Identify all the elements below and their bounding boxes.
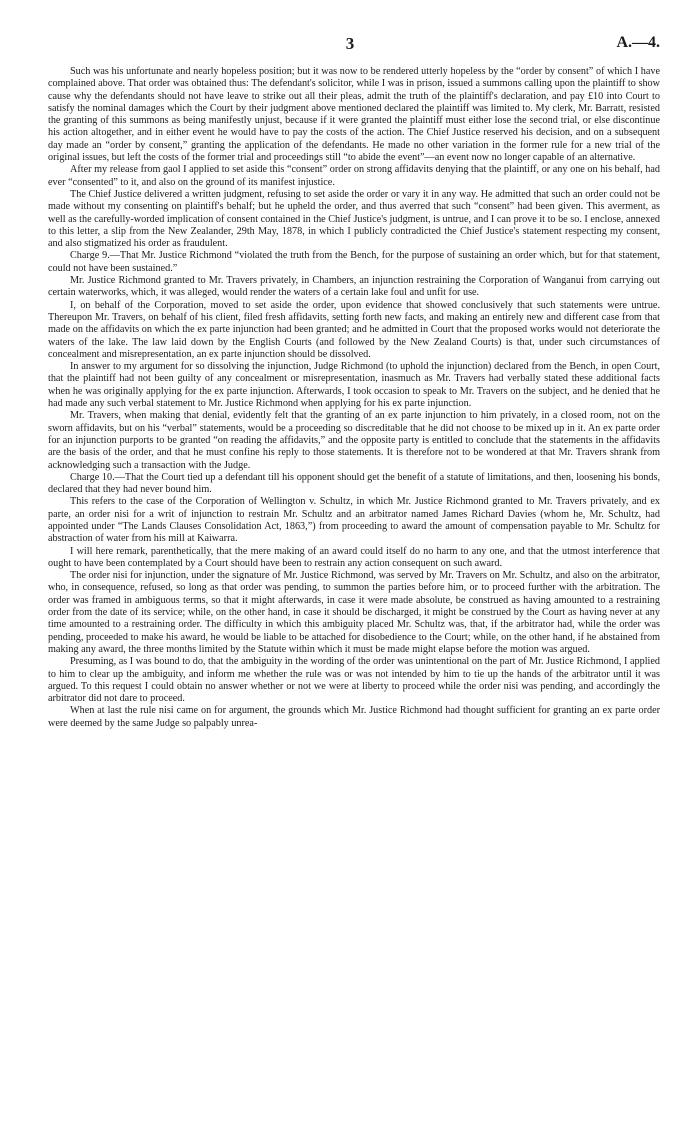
paragraph: After my release from gaol I applied to set aside this “consent” order on strong affidavits denying that the plaintiff, or any one on his behalf, had ever “consented” to it, and also on the ground of its manifest injustice. <box>48 164 660 188</box>
paragraph: Such was his unfortunate and nearly hopeless position; but it was now to be rendered utterly hopeless by the “order by consent” of which I have complained above. That order was obtained thus: The defendant's solicitor, while I was in prison, issued a summons calling upon the plaintiff to show cause why the defendants should not have leave to strike out all their pleas, admit the truth of the plaintiff's declaration, and pay £10 into Court to satisfy the nominal damages which the Court by their judgment above mentioned declared the plaintiff was limited to. My clerk, Mr. Barratt, resisted the granting of this summons as being manifestly unjust, because if it were granted the plaintiff must either lose the second trial, or else discontinue his action altogether, and in either event he would have to pay the costs of the action. The Chief Justice reserved his decision, and on a subsequent day made an “order by consent,” granting the application of the defendants. He made no other variation in the former rule for a new trial of the original issues, but left the costs of the former trial and proceedings still “to abide the event”—an event now no longer capable of an alternative. <box>48 66 660 164</box>
document-body <box>48 66 660 730</box>
paragraph: I will here remark, parenthetically, that the mere making of an award could itself do no harm to any one, and that the utmost interference that ought to have been contemplated by a Court should have been to restrain any action consequent on such award. <box>48 545 660 569</box>
paragraph: When at last the rule nisi came on for argument, the grounds which Mr. Justice Richmond had thought sufficient for granting an ex parte order were deemed by the same Judge so palpably unrea- <box>48 705 660 729</box>
paragraph: I, on behalf of the Corporation, moved to set aside the order, upon evidence that showed conclusively that such statements were untrue. Thereupon Mr. Travers, on behalf of his client, filed fresh affidavits, setting forth new facts, and making an entirely new and different case from that made on the affidavits on which the ex parte injunction had been granted; and he admitted in Court that the proposed works would not deteriorate the waters of the lake. The law laid down by the English Courts (and followed by the New Zealand Courts) is that, under such circumstances of concealment and misrepresentation, an ex parte injunction should be dissolved. <box>48 299 660 360</box>
paragraph: The Chief Justice delivered a written judgment, refusing to set aside the order or vary it in any way. He admitted that such an order could not be made without my consenting on plaintiff's behalf; but he upheld the order, and thus averred that such “consent” had been given. This averment, as well as the carefully-worded implication of consent contained in the Chief Justice's judgment, is untrue, and I can prove it to be so. I enclose, annexed to this letter, a slip from the New Zealander, 29th May, 1878, in which I publicly contradicted the Chief Justice's statement respecting my consent, and also stigmatized his order as fraudulent. <box>48 188 660 250</box>
paragraph-charge-10: Charge 10.—That the Court tied up a defendant till his opponent should get the benefit of a statute of limitations, and then, loosening his bonds, declared that they had never bound him. <box>48 471 660 496</box>
paragraph: The order nisi for injunction, under the signature of Mr. Justice Richmond, was served by Mr. Travers on Mr. Schultz, and also on the arbitrator, who, in consequence, refused, so long as that order was pending, to summon the parties before him, or to proceed further with the arbitration. The order was framed in ambiguous terms, so that it might afterwards, in case it were made absolute, be construed as having amounted to a restraining order from the date of its service; while, on the other hand, in case it should be discharged, it might be construed by the Court as having never at any time amounted to a restraining order. The difficulty in which this ambiguity placed Mr. Schultz was, that, if the arbitrator had, while the order was pending, proceeded to make his award, he would be liable to be attached for disobedience to the Court; while, on the other hand, if he abstained from making any award, the three months limited by the Statute within which it must be made might elapse before the motion was argued. <box>48 570 660 655</box>
document-reference: A.—4. <box>616 34 660 51</box>
paragraph: Mr. Justice Richmond granted to Mr. Travers privately, in Chambers, an injunction restraining the Corporation of Wanganui from carrying out certain waterworks, which, it was alleged, would render the waters of a certain lake foul and unfit for use. <box>48 275 660 299</box>
paragraph: This refers to the case of the Corporation of Wellington v. Schultz, in which Mr. Justice Richmond granted to Mr. Travers privately, and ex parte, an order nisi for a writ of injunction to restrain Mr. Schultz and an arbitrator named James Richard Davies (whom he, Mr. Schultz, had appointed under “The Lands Clauses Consolidation Act, 1863,”) from proceeding to award the amount of compensation payable to Mr. Schultz for abstraction of water from his mill at Kaiwarra. <box>48 496 660 545</box>
paragraph: In answer to my argument for so dissolving the injunction, Judge Richmond (to uphold the injunction) declared from the Bench, in open Court, that the plaintiff had not been guilty of any concealment or misrepresentation, inasmuch as Mr. Travers had verbally stated these additional facts when he was originally applying for the ex parte injunction. Afterwards, I took occasion to speak to Mr. Travers on the subject, and he denied that he had made any such verbal statement to Mr. Justice Richmond when applying for his ex parte injunction. <box>48 361 660 410</box>
page-number: 3 <box>345 34 355 53</box>
paragraph: Presuming, as I was bound to do, that the ambiguity in the wording of the order was unintentional on the part of Mr. Justice Richmond, I applied to him to clear up the ambiguity, and inform me whether the rule was or was not intended by him to tie up the hands of the arbitrator until it was argued. To this request I could obtain no answer whether or not we were at liberty to proceed while the order nisi was pending, and accordingly the arbitrator did not dare to proceed. <box>48 656 660 705</box>
paragraph-charge-9: Charge 9.—That Mr. Justice Richmond “violated the truth from the Bench, for the purpose of sustaining an order which, but for that statement, could not have been sustained.” <box>48 250 660 274</box>
paragraph: Mr. Travers, when making that denial, evidently felt that the granting of an ex parte injunction to him privately, in a closed room, not on the sworn affidavits, but on his “verbal” statements, would be a proceeding so discreditable that he did not choose to be mixed up in it. An ex parte order for an injunction purports to be granted “on reading the affidavits,” and the opposite party is entitled to conclude that the statements in the affidavits are the basis of the order, and that he must confine his reply to those statements. It is therefore not to be wondered at that Mr. Travers shrank from acknowledging such a transaction with the Judge. <box>48 410 660 471</box>
